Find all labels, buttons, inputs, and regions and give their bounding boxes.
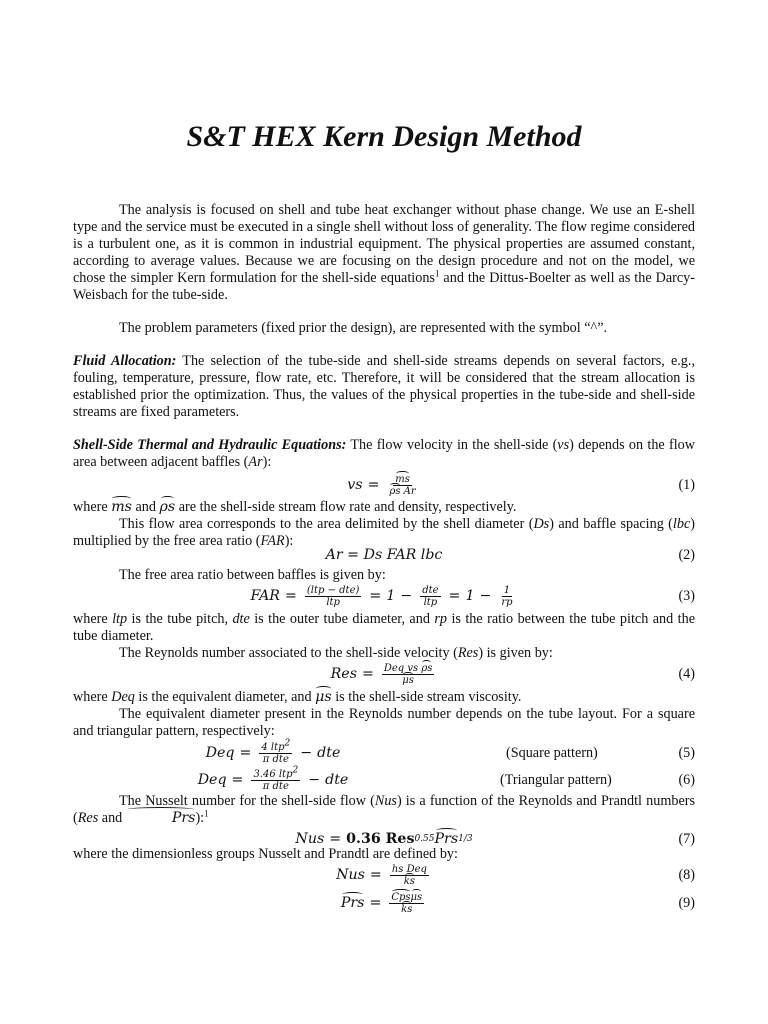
var-nus: Nus bbox=[374, 793, 397, 809]
eq4-number: (4) bbox=[678, 666, 695, 682]
eq4-num-a: Deq vs bbox=[383, 662, 422, 674]
var-res: Res bbox=[457, 645, 479, 661]
nu-d: ): bbox=[195, 810, 205, 826]
eq1-den-a: ρs bbox=[389, 485, 401, 497]
free-area-ratio-text: The free area ratio between baffles is given by: bbox=[119, 567, 386, 583]
page-title: S&T HEX Kern Design Method bbox=[186, 120, 582, 153]
intro-paragraph bbox=[73, 202, 695, 304]
w4-a: where bbox=[73, 689, 112, 705]
shell-side-heading: Shell-Side Thermal and Hydraulic Equations: bbox=[73, 437, 347, 453]
footnote-ref: 1 bbox=[434, 268, 440, 279]
eq5-number: (5) bbox=[678, 745, 695, 761]
fa-b: ) and baffle spacing ( bbox=[549, 516, 673, 532]
eq8-lhs: Nus bbox=[336, 866, 365, 883]
w3-c: is the outer tube diameter, and bbox=[249, 611, 435, 627]
where-4 bbox=[73, 689, 695, 706]
equation-4: Res = $\frac{\text{Deq vs ρs}}{\mu s}$ (4) bbox=[330, 662, 695, 686]
where1-rs: ρs bbox=[159, 499, 176, 515]
where1-a: where bbox=[73, 499, 112, 515]
eq8-den: ks bbox=[403, 875, 415, 887]
eq3-one-b: 1 bbox=[465, 587, 475, 604]
eq6-note: (Triangular pattern) bbox=[500, 772, 612, 788]
where-7: where the dimensionless groups Nusselt and Prandtl are defined by: bbox=[73, 846, 458, 862]
equation-6: Deq = $\frac{\text{3.46 ltp2}}{\text{π dte}}$ − dte (Triangular pattern) (6) bbox=[197, 765, 695, 792]
equation-7: Nus = 0.36 Res 0.55 Prs 1/3 (7) bbox=[295, 830, 695, 847]
eq5-lhs: Deq bbox=[205, 744, 235, 761]
eq9-num-a: Cps bbox=[391, 891, 411, 903]
where-3 bbox=[73, 611, 695, 645]
eq4-num-b: ρs bbox=[421, 662, 433, 674]
eq1-lhs: vs bbox=[347, 476, 363, 493]
eq8-num: hs Deq bbox=[391, 863, 427, 875]
eq9-num-b: μs bbox=[410, 891, 423, 903]
eq6-num: 3.46 ltp bbox=[253, 768, 293, 780]
eq5-note: (Square pattern) bbox=[506, 745, 598, 761]
shell-text-1: The flow velocity in the shell-side ( bbox=[346, 437, 558, 453]
w3-d: is the ratio between the tube pitch and the tube diameter. bbox=[73, 611, 695, 644]
where1-ms: ms bbox=[111, 499, 132, 515]
fluid-allocation-text: The selection of the tube-side and shell-side streams depends on several factors, e.g., fouling, temperature, pressure, flow rate, etc. Therefore, it will be considered that the stream allocation is established prior the optimization. Thus, the values of the physical properties in the tube-side and shell-side streams are fixed parameters. bbox=[73, 353, 695, 420]
equation-2 bbox=[73, 545, 695, 565]
var-dte: dte bbox=[232, 611, 250, 627]
eq7-coef: 0.36 Res bbox=[346, 830, 415, 847]
where1-c: are the shell-side stream flow rate and density, respectively. bbox=[175, 499, 517, 515]
eq9-number: (9) bbox=[678, 895, 695, 911]
fa-d: ): bbox=[284, 533, 294, 549]
fa-c: ) multiplied by the free area ratio ( bbox=[73, 516, 695, 549]
w3-b: is the tube pitch, bbox=[127, 611, 233, 627]
eq3-n3: 1 bbox=[503, 584, 511, 596]
problem-params-paragraph: The problem parameters (fixed prior the design), are represented with the symbol “^”. bbox=[119, 320, 608, 336]
var-rp: rp bbox=[434, 611, 447, 627]
shell-side-paragraph bbox=[73, 437, 695, 471]
eq1-den-b: Ar bbox=[400, 485, 416, 497]
eq3-d1: ltp bbox=[326, 596, 340, 608]
w3-a: where bbox=[73, 611, 113, 627]
equation-3: FAR = $\frac{\text{(ltp − dte)}}{\text{ltp}}$ = 1 − $\frac{\text{dte}}{\text{ltp}}$ = 1 − $\frac{1}{rp}$ (3) bbox=[250, 584, 695, 608]
eq4-den: μs bbox=[402, 674, 414, 686]
eq3-number: (3) bbox=[678, 588, 695, 604]
re-a: The Reynolds number associated to the shell-side velocity ( bbox=[119, 645, 458, 661]
eq4-lhs: Res bbox=[330, 665, 357, 682]
eq9-lhs: Prs bbox=[340, 894, 365, 911]
var-ar: Ar bbox=[248, 454, 263, 470]
var-ds: Ds bbox=[533, 516, 550, 532]
eq6-number: (6) bbox=[678, 772, 695, 788]
eq3-d2: ltp bbox=[423, 596, 438, 608]
eq6-rhs: dte bbox=[325, 771, 349, 788]
re-b: ) is given by: bbox=[478, 645, 553, 661]
eq1-fraction bbox=[387, 474, 417, 497]
eq8-number: (8) bbox=[678, 867, 695, 883]
eq6-den: π dte bbox=[262, 780, 289, 792]
shell-text-2: ) depends on the flow area between adjacent baffles ( bbox=[73, 437, 695, 470]
nu-c: and bbox=[98, 810, 126, 826]
nu-b: ) is a function of the Reynolds and Prandtl numbers ( bbox=[73, 793, 695, 826]
shell-text-3: ): bbox=[262, 454, 272, 470]
fluid-allocation-heading: Fluid Allocation: bbox=[73, 353, 177, 369]
reynolds-paragraph bbox=[73, 645, 695, 662]
intro-text-end: and the Dittus-Boelter as well as the Darcy-Weisbach for the tube-side. bbox=[73, 270, 695, 303]
eq9-den: ks bbox=[401, 903, 413, 915]
equation-5: Deq = $\frac{\text{4 ltp2}}{\text{π dte}}$ − dte (Square pattern) (5) bbox=[205, 738, 695, 765]
var-far: FAR bbox=[260, 533, 285, 549]
equivalent-diameter-paragraph: The equivalent diameter present in the Reynolds number depends on the tube layout. For a square and triangular pattern, respectively: bbox=[73, 706, 695, 739]
var-vs: vs bbox=[557, 437, 570, 453]
where1-b: and bbox=[131, 499, 160, 515]
intro-text: The analysis is focused on shell and tube heat exchanger without phase change. We use an E-shell type and the service must be executed in a single shell without loss of generality. The flow regime considered is a turbulent one, as it is common in industrial equipment. The physical properties are assumed constant, according to average values. Because we are focusing on the design procedure and not on the model, we chose the simpler Kern formulation for the shell-side equations bbox=[73, 202, 695, 286]
eq3-d3: rp bbox=[501, 596, 513, 608]
nusselt-paragraph bbox=[73, 793, 695, 827]
w4-c: is the shell-side stream viscosity. bbox=[331, 689, 522, 705]
var-mus: μs bbox=[315, 689, 332, 705]
equation-9: Prs = $\frac{\text{Cpsμs}}{ks}$ (9) bbox=[340, 891, 695, 915]
eq5-den: π dte bbox=[262, 753, 289, 765]
eq2-number: (2) bbox=[678, 547, 695, 563]
equation-1: vs = $\frac{ms}{\text{ρs Ar}}$ (1) bbox=[347, 473, 695, 497]
var-prs: Prs bbox=[126, 810, 196, 827]
equation-8: Nus = $\frac{\text{hs Deq}}{ks}$ (8) bbox=[336, 863, 695, 887]
var-deq: Deq bbox=[111, 689, 135, 705]
eq3-lhs: FAR bbox=[250, 587, 280, 604]
eq1-number: (1) bbox=[678, 477, 695, 493]
footnote-ref-2: 1 bbox=[204, 808, 209, 819]
w4-b: is the equivalent diameter, and bbox=[134, 689, 316, 705]
eq7-number: (7) bbox=[678, 831, 695, 847]
eq5-exp: 2 bbox=[284, 738, 291, 749]
eq5-num: 4 ltp bbox=[261, 741, 285, 753]
eq6-exp: 2 bbox=[292, 765, 299, 776]
eq6-lhs: Deq bbox=[197, 771, 227, 788]
fluid-allocation-paragraph bbox=[73, 353, 695, 421]
eq3-n2: dte bbox=[422, 584, 439, 596]
nu-a: The Nusselt number for the shell-side flow ( bbox=[119, 793, 375, 809]
eq5-rhs: dte bbox=[317, 744, 341, 761]
fa-a: This flow area corresponds to the area delimited by the shell diameter ( bbox=[119, 516, 534, 532]
var-res-2: Res bbox=[77, 810, 99, 826]
where-1 bbox=[73, 499, 695, 516]
eq3-n1: (ltp − dte) bbox=[306, 584, 360, 596]
eq2-body: Ar = Ds FAR lbc bbox=[325, 546, 443, 563]
eq7-prs: Prs bbox=[434, 830, 459, 847]
var-lbc: lbc bbox=[672, 516, 691, 532]
eq1-num: ms bbox=[395, 473, 410, 485]
eq3-one-a: 1 bbox=[386, 587, 396, 604]
var-ltp: ltp bbox=[112, 611, 128, 627]
eq7-lhs: Nus bbox=[295, 830, 325, 847]
